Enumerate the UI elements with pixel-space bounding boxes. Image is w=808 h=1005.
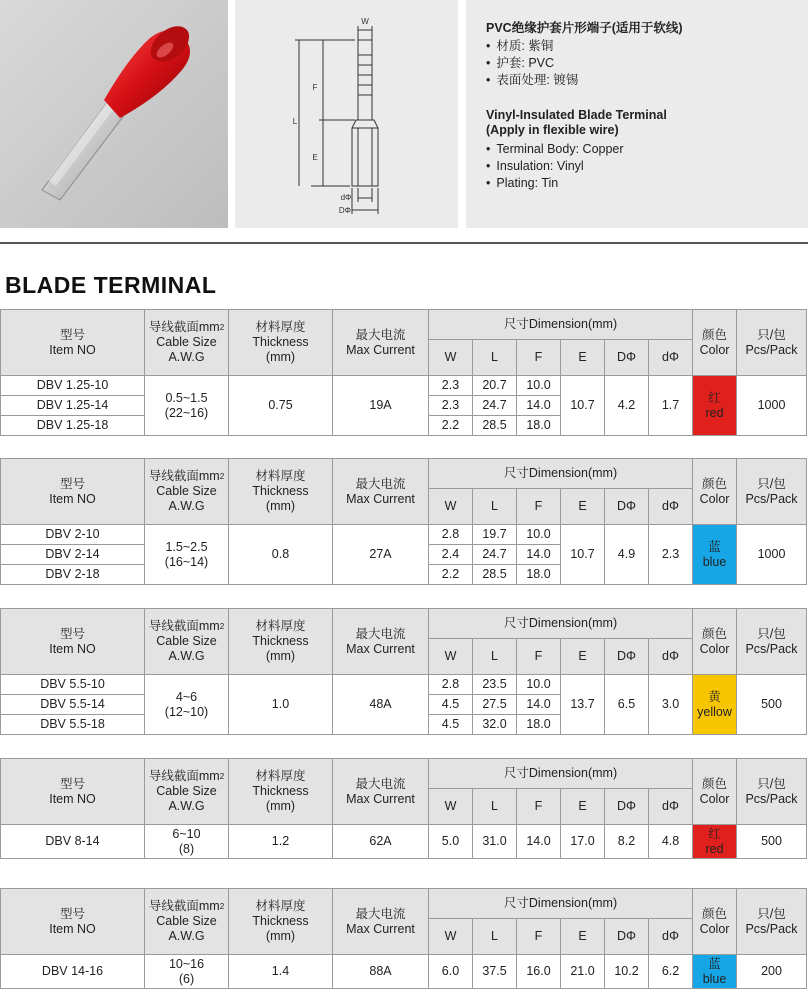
header-dim-col: L bbox=[473, 639, 517, 675]
table-row bbox=[1, 955, 807, 989]
header-color-en: Color bbox=[699, 641, 730, 656]
header-pack-en: Pcs/Pack bbox=[745, 921, 798, 936]
color-cn: 红 bbox=[708, 826, 721, 841]
color-swatch bbox=[693, 955, 737, 989]
header-dim-col: W bbox=[429, 489, 473, 525]
dim-D: 10.2 bbox=[605, 955, 649, 989]
header-cable bbox=[145, 310, 229, 376]
header-thk-en: Thickness bbox=[252, 335, 309, 349]
header-cable bbox=[145, 609, 229, 675]
header-cur-en: Max Current bbox=[346, 641, 415, 656]
item-no: DBV 5.5-18 bbox=[1, 715, 145, 735]
blade-terminal-photo bbox=[0, 0, 228, 228]
label-l: L bbox=[292, 117, 298, 126]
header-dim-col: DΦ bbox=[605, 919, 649, 955]
header-awg: A.W.G bbox=[168, 799, 205, 813]
header-dim-col: W bbox=[429, 789, 473, 825]
max-current: 48A bbox=[333, 675, 429, 735]
max-current: 27A bbox=[333, 525, 429, 585]
header-pack-cn: 只/包 bbox=[757, 626, 786, 641]
color-swatch bbox=[693, 675, 737, 735]
spec-en-subtitle: (Apply in flexible wire) bbox=[486, 123, 619, 137]
header-thk-en: Thickness bbox=[252, 914, 309, 928]
spec-cn-item: • 表面处理: 镀锡 bbox=[486, 72, 578, 89]
dim-D: 4.9 bbox=[605, 525, 649, 585]
header-item-en: Item NO bbox=[49, 342, 96, 357]
dim-w: 2.2 bbox=[429, 565, 473, 585]
item-no: DBV 5.5-10 bbox=[1, 675, 145, 695]
header-pack-en: Pcs/Pack bbox=[745, 491, 798, 506]
header-cable-cn: 导线截面mm bbox=[148, 899, 220, 913]
dim-e: 17.0 bbox=[561, 825, 605, 859]
header-dim-col: W bbox=[429, 639, 473, 675]
color-swatch bbox=[693, 525, 737, 585]
header-color bbox=[693, 310, 737, 376]
header-thk-cn: 材料厚度 bbox=[255, 320, 306, 334]
color-swatch bbox=[693, 376, 737, 436]
dim-f: 10.0 bbox=[517, 376, 561, 396]
color-en: red bbox=[705, 405, 724, 420]
cable-range: 10~16 bbox=[168, 956, 205, 971]
spec-table bbox=[0, 309, 807, 436]
header-dim-col: W bbox=[429, 919, 473, 955]
item-no: DBV 14-16 bbox=[1, 955, 145, 989]
header-cable bbox=[145, 759, 229, 825]
header-dim-col: F bbox=[517, 789, 561, 825]
dim-f: 10.0 bbox=[517, 525, 561, 545]
header-current bbox=[333, 889, 429, 955]
max-current: 62A bbox=[333, 825, 429, 859]
header-thk-unit: (mm) bbox=[265, 799, 296, 813]
header-color-cn: 颜色 bbox=[702, 626, 728, 641]
spec-en-item: • Plating: Tin bbox=[486, 175, 558, 192]
dim-D: 8.2 bbox=[605, 825, 649, 859]
header-dim-col: E bbox=[561, 639, 605, 675]
spec-table bbox=[0, 458, 807, 585]
product-header bbox=[0, 0, 808, 230]
item-no: DBV 5.5-14 bbox=[1, 695, 145, 715]
product-photo bbox=[0, 0, 228, 228]
header-cur-en: Max Current bbox=[346, 921, 415, 936]
header-cable bbox=[145, 889, 229, 955]
header-dim-col: E bbox=[561, 340, 605, 376]
header-color bbox=[693, 459, 737, 525]
dim-w: 2.3 bbox=[429, 376, 473, 396]
header-item-cn: 型号 bbox=[59, 776, 85, 791]
header-pack-en: Pcs/Pack bbox=[745, 342, 798, 357]
header-thk-cn: 材料厚度 bbox=[255, 899, 306, 913]
header-cable-en: Cable Size bbox=[156, 784, 217, 798]
header-dimension bbox=[429, 310, 693, 340]
header-dim-col: E bbox=[561, 919, 605, 955]
header-thk-unit: (mm) bbox=[265, 649, 296, 663]
header-dim-col: E bbox=[561, 789, 605, 825]
header-cable-cn: 导线截面mm bbox=[148, 320, 220, 334]
dim-l: 23.5 bbox=[473, 675, 517, 695]
color-en: yellow bbox=[697, 704, 732, 719]
label-f: F bbox=[312, 83, 318, 92]
header-dim-col: L bbox=[473, 489, 517, 525]
cable-awg: (22~16) bbox=[164, 405, 209, 420]
header-cable-cn: 导线截面mm bbox=[148, 469, 220, 483]
cable-superscript: 2 bbox=[219, 323, 225, 332]
header-cur-cn: 最大电流 bbox=[355, 906, 406, 921]
header-dimension-label: 尺寸Dimension(mm) bbox=[503, 616, 618, 630]
cable-awg: (16~14) bbox=[164, 554, 209, 569]
dim-w: 4.5 bbox=[429, 715, 473, 735]
dim-f: 14.0 bbox=[517, 396, 561, 416]
header-thickness bbox=[229, 459, 333, 525]
header-cable-en: Cable Size bbox=[156, 484, 217, 498]
header-dim-col: L bbox=[473, 919, 517, 955]
table-row bbox=[1, 825, 807, 859]
item-no: DBV 1.25-18 bbox=[1, 416, 145, 436]
dim-d: 6.2 bbox=[649, 955, 693, 989]
header-thickness bbox=[229, 759, 333, 825]
color-cn: 黄 bbox=[708, 689, 721, 704]
dim-f: 14.0 bbox=[517, 825, 561, 859]
header-pack-en: Pcs/Pack bbox=[745, 641, 798, 656]
header-dimension bbox=[429, 609, 693, 639]
header-dim-col: dΦ bbox=[649, 639, 693, 675]
header-awg: A.W.G bbox=[168, 929, 205, 943]
header-color-en: Color bbox=[699, 791, 730, 806]
cable-superscript: 2 bbox=[219, 622, 225, 631]
header-dim-col: DΦ bbox=[605, 789, 649, 825]
header-dimension-label: 尺寸Dimension(mm) bbox=[503, 466, 618, 480]
header-thk-unit: (mm) bbox=[265, 350, 296, 364]
thickness: 1.2 bbox=[229, 825, 333, 859]
spec-cn-title: PVC绝缘护套片形端子(适用于软线) bbox=[486, 21, 683, 35]
header-pack bbox=[737, 889, 807, 955]
dim-l: 32.0 bbox=[473, 715, 517, 735]
header-dim-col: dΦ bbox=[649, 340, 693, 376]
header-item-en: Item NO bbox=[49, 921, 96, 936]
dim-w: 2.3 bbox=[429, 396, 473, 416]
header-thk-en: Thickness bbox=[252, 784, 309, 798]
header-color-en: Color bbox=[699, 921, 730, 936]
dim-e: 10.7 bbox=[561, 525, 605, 585]
header-color bbox=[693, 609, 737, 675]
dim-e: 13.7 bbox=[561, 675, 605, 735]
dim-w: 2.2 bbox=[429, 416, 473, 436]
header-pack bbox=[737, 459, 807, 525]
header-pack-en: Pcs/Pack bbox=[745, 791, 798, 806]
header-color-en: Color bbox=[699, 342, 730, 357]
header-color-cn: 颜色 bbox=[702, 906, 728, 921]
header-dim-col: dΦ bbox=[649, 789, 693, 825]
spec-panel bbox=[466, 0, 808, 228]
cable-range: 1.5~2.5 bbox=[165, 539, 208, 554]
header-item-en: Item NO bbox=[49, 641, 96, 656]
header-current bbox=[333, 310, 429, 376]
header-cable bbox=[145, 459, 229, 525]
header-cur-cn: 最大电流 bbox=[355, 327, 406, 342]
dim-l: 31.0 bbox=[473, 825, 517, 859]
dim-d: 1.7 bbox=[649, 376, 693, 436]
dim-w: 2.8 bbox=[429, 525, 473, 545]
spec-table bbox=[0, 888, 807, 989]
page-title: BLADE TERMINAL bbox=[5, 272, 217, 298]
header-dimension bbox=[429, 459, 693, 489]
pcs-per-pack: 1000 bbox=[737, 376, 807, 436]
spec-cn-item: • 护套: PVC bbox=[486, 55, 554, 72]
dim-d: 2.3 bbox=[649, 525, 693, 585]
header-dimension-label: 尺寸Dimension(mm) bbox=[503, 766, 618, 780]
header-cur-en: Max Current bbox=[346, 342, 415, 357]
thickness: 0.8 bbox=[229, 525, 333, 585]
color-cn: 红 bbox=[708, 390, 721, 405]
dimension-drawing bbox=[235, 0, 458, 228]
header-dim-col: E bbox=[561, 489, 605, 525]
item-no: DBV 2-14 bbox=[1, 545, 145, 565]
dim-w: 6.0 bbox=[429, 955, 473, 989]
header-dim-col: F bbox=[517, 340, 561, 376]
item-no: DBV 1.25-14 bbox=[1, 396, 145, 416]
header-awg: A.W.G bbox=[168, 649, 205, 663]
header-color bbox=[693, 759, 737, 825]
header-pack-cn: 只/包 bbox=[757, 906, 786, 921]
cable-size bbox=[145, 675, 229, 735]
header-item bbox=[1, 759, 145, 825]
header-item-cn: 型号 bbox=[59, 626, 85, 641]
cable-size bbox=[145, 825, 229, 859]
header-awg: A.W.G bbox=[168, 499, 205, 513]
header-dim-col: dΦ bbox=[649, 489, 693, 525]
header-dim-col: F bbox=[517, 919, 561, 955]
dim-w: 4.5 bbox=[429, 695, 473, 715]
label-e: E bbox=[312, 153, 318, 162]
label-w: W bbox=[361, 17, 369, 26]
color-cn: 蓝 bbox=[708, 539, 721, 554]
dim-l: 27.5 bbox=[473, 695, 517, 715]
dim-w: 5.0 bbox=[429, 825, 473, 859]
thickness: 1.4 bbox=[229, 955, 333, 989]
dim-f: 14.0 bbox=[517, 695, 561, 715]
header-dimension-label: 尺寸Dimension(mm) bbox=[503, 896, 618, 910]
spec-en-item: • Insulation: Vinyl bbox=[486, 158, 584, 175]
dim-l: 19.7 bbox=[473, 525, 517, 545]
header-item bbox=[1, 310, 145, 376]
header-thickness bbox=[229, 889, 333, 955]
cable-range: 6~10 bbox=[172, 826, 201, 841]
header-color-cn: 颜色 bbox=[702, 776, 728, 791]
header-thk-en: Thickness bbox=[252, 634, 309, 648]
dim-D: 6.5 bbox=[605, 675, 649, 735]
header-pack bbox=[737, 759, 807, 825]
header-current bbox=[333, 459, 429, 525]
header-current bbox=[333, 609, 429, 675]
pcs-per-pack: 500 bbox=[737, 825, 807, 859]
header-color-cn: 颜色 bbox=[702, 327, 728, 342]
cable-range: 4~6 bbox=[175, 689, 198, 704]
header-cable-en: Cable Size bbox=[156, 634, 217, 648]
cable-superscript: 2 bbox=[219, 772, 225, 781]
color-cn: 蓝 bbox=[708, 956, 721, 971]
terminal-dimension-diagram bbox=[235, 0, 458, 228]
dim-f: 18.0 bbox=[517, 565, 561, 585]
header-current bbox=[333, 759, 429, 825]
dim-d: 4.8 bbox=[649, 825, 693, 859]
spec-cn-item: • 材质: 紫铜 bbox=[486, 38, 553, 55]
header-cable-en: Cable Size bbox=[156, 335, 217, 349]
dim-w: 2.4 bbox=[429, 545, 473, 565]
header-color-en: Color bbox=[699, 491, 730, 506]
pcs-per-pack: 1000 bbox=[737, 525, 807, 585]
dim-l: 24.7 bbox=[473, 545, 517, 565]
header-dim-col: W bbox=[429, 340, 473, 376]
header-thk-unit: (mm) bbox=[265, 499, 296, 513]
header-dim-col: F bbox=[517, 639, 561, 675]
header-dimension bbox=[429, 759, 693, 789]
header-dim-col: DΦ bbox=[605, 489, 649, 525]
header-color-cn: 颜色 bbox=[702, 476, 728, 491]
color-en: blue bbox=[702, 554, 727, 569]
item-no: DBV 8-14 bbox=[1, 825, 145, 859]
dim-l: 24.7 bbox=[473, 396, 517, 416]
header-cur-cn: 最大电流 bbox=[355, 626, 406, 641]
color-swatch bbox=[693, 825, 737, 859]
table-row bbox=[1, 376, 807, 396]
cable-awg: (8) bbox=[178, 841, 195, 856]
cable-superscript: 2 bbox=[219, 472, 225, 481]
header-awg: A.W.G bbox=[168, 350, 205, 364]
header-item bbox=[1, 889, 145, 955]
cable-superscript: 2 bbox=[219, 902, 225, 911]
item-no: DBV 1.25-10 bbox=[1, 376, 145, 396]
dim-f: 18.0 bbox=[517, 416, 561, 436]
dim-D: 4.2 bbox=[605, 376, 649, 436]
color-en: red bbox=[705, 841, 724, 856]
cable-awg: (12~10) bbox=[164, 704, 209, 719]
spec-en-title: Vinyl-Insulated Blade Terminal bbox=[486, 108, 667, 122]
header-item bbox=[1, 459, 145, 525]
max-current: 19A bbox=[333, 376, 429, 436]
header-cur-en: Max Current bbox=[346, 491, 415, 506]
dim-f: 10.0 bbox=[517, 675, 561, 695]
max-current: 88A bbox=[333, 955, 429, 989]
header-cable-cn: 导线截面mm bbox=[148, 769, 220, 783]
spec-en-item: • Terminal Body: Copper bbox=[486, 141, 624, 158]
header-thk-cn: 材料厚度 bbox=[255, 619, 306, 633]
item-no: DBV 2-10 bbox=[1, 525, 145, 545]
color-en: blue bbox=[702, 971, 727, 986]
header-dimension-label: 尺寸Dimension(mm) bbox=[503, 317, 618, 331]
header-cur-cn: 最大电流 bbox=[355, 776, 406, 791]
item-no: DBV 2-18 bbox=[1, 565, 145, 585]
header-pack-cn: 只/包 bbox=[757, 776, 786, 791]
header-pack-cn: 只/包 bbox=[757, 327, 786, 342]
header-dim-col: DΦ bbox=[605, 639, 649, 675]
header-item-cn: 型号 bbox=[59, 906, 85, 921]
spec-table bbox=[0, 758, 807, 859]
header-item-en: Item NO bbox=[49, 491, 96, 506]
pcs-per-pack: 500 bbox=[737, 675, 807, 735]
header-thk-unit: (mm) bbox=[265, 929, 296, 943]
cable-size bbox=[145, 525, 229, 585]
header-dim-col: F bbox=[517, 489, 561, 525]
header-thickness bbox=[229, 310, 333, 376]
header-dim-col: dΦ bbox=[649, 919, 693, 955]
header-pack bbox=[737, 310, 807, 376]
header-cur-cn: 最大电流 bbox=[355, 476, 406, 491]
dim-l: 37.5 bbox=[473, 955, 517, 989]
dim-d: 3.0 bbox=[649, 675, 693, 735]
header-dimension bbox=[429, 889, 693, 919]
header-thickness bbox=[229, 609, 333, 675]
header-dim-col: DΦ bbox=[605, 340, 649, 376]
dim-f: 18.0 bbox=[517, 715, 561, 735]
thickness: 1.0 bbox=[229, 675, 333, 735]
dim-f: 14.0 bbox=[517, 545, 561, 565]
header-cable-cn: 导线截面mm bbox=[148, 619, 220, 633]
header-thk-en: Thickness bbox=[252, 484, 309, 498]
dim-l: 20.7 bbox=[473, 376, 517, 396]
header-cable-en: Cable Size bbox=[156, 914, 217, 928]
header-item bbox=[1, 609, 145, 675]
label-d-big: DΦ bbox=[338, 206, 352, 215]
header-item-cn: 型号 bbox=[59, 327, 85, 342]
header-pack bbox=[737, 609, 807, 675]
header-pack-cn: 只/包 bbox=[757, 476, 786, 491]
section-divider bbox=[0, 242, 808, 244]
thickness: 0.75 bbox=[229, 376, 333, 436]
dim-e: 21.0 bbox=[561, 955, 605, 989]
table-row bbox=[1, 525, 807, 545]
header-dim-col: L bbox=[473, 789, 517, 825]
cable-size bbox=[145, 955, 229, 989]
header-dim-col: L bbox=[473, 340, 517, 376]
spec-table bbox=[0, 608, 807, 735]
pcs-per-pack: 200 bbox=[737, 955, 807, 989]
dim-w: 2.8 bbox=[429, 675, 473, 695]
header-item-cn: 型号 bbox=[59, 476, 85, 491]
header-thk-cn: 材料厚度 bbox=[255, 469, 306, 483]
dim-l: 28.5 bbox=[473, 565, 517, 585]
dim-l: 28.5 bbox=[473, 416, 517, 436]
header-thk-cn: 材料厚度 bbox=[255, 769, 306, 783]
table-row bbox=[1, 675, 807, 695]
cable-range: 0.5~1.5 bbox=[165, 390, 208, 405]
header-cur-en: Max Current bbox=[346, 791, 415, 806]
header-item-en: Item NO bbox=[49, 791, 96, 806]
cable-awg: (6) bbox=[178, 971, 195, 986]
cable-size bbox=[145, 376, 229, 436]
label-d-small: dΦ bbox=[340, 193, 352, 202]
dim-e: 10.7 bbox=[561, 376, 605, 436]
dim-f: 16.0 bbox=[517, 955, 561, 989]
header-color bbox=[693, 889, 737, 955]
